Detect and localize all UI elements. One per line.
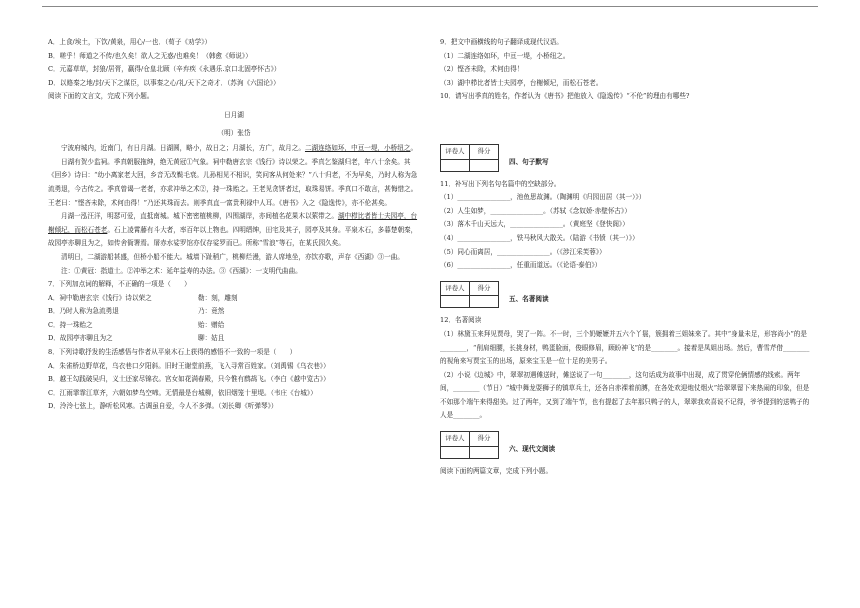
q7-d-text: D．故园亭亦聊且为之 <box>48 334 113 343</box>
section-4-header <box>440 144 812 172</box>
score-cell <box>470 446 499 458</box>
option-a: A．上食/埃土，下饮/黄泉，用心/一也．（荀子《劝学》） <box>48 38 212 46</box>
passage-notes: 注：①黄冠：指道士。②冲举之术：延年益寿的办法。③《西湖》：一支明代曲曲。 <box>61 266 302 275</box>
p3-end: 。石上凌霄藤有斗大者，率百年以上物也。四明缙绅，田宅及其子，园亭及其身。平泉木石，多暮楚朝秦，故园亭亦聊且为之，如传舍衙署焉。屠赤水娑罗馆亦仅存娑罗而已。所称“雪浪”等石，在某氏园久矣。 <box>48 225 418 248</box>
p3-text: 月湖一泓汪洋，明瑟可爱，直抵南城。城下密密植桃柳，四围湖岸，亦间植名花果木以萦带之。 <box>61 212 338 221</box>
option-d: D．以赂秦之地/封/天下之谋臣，以事秦之心/礼/天下之奇才．（苏洵《六国论》） <box>48 78 280 87</box>
q7-c-text: C．持一珠贻之 <box>48 320 93 329</box>
passage-title: 日月湖 <box>224 110 244 119</box>
section-5-header <box>440 281 812 309</box>
grader-label: 评卷人 <box>441 281 470 296</box>
score-label: 得分 <box>470 281 499 296</box>
q7-b-gloss: 乃：竟然 <box>198 307 225 316</box>
question-10: 10．请写出季真的姓名，作者认为《唐书》把他放入《隐逸传》“不伦”的理由有哪些? <box>440 92 690 101</box>
q8-option-c: C．江雨霏霏江草齐，六朝如梦鸟空啼。无情最是台城柳，依旧烟笼十里堤。（韦庄《台城》） <box>48 388 317 397</box>
q7-d-gloss: 聊：姑且 <box>198 334 225 343</box>
q9-item-2: （2）悭吝未除，术何由得！ <box>440 65 524 74</box>
passage-paragraph-3 <box>48 210 420 251</box>
q9-item-3: （3）湖中栉比者皆士夫园亭，台榭倾圮，而松石苍老。 <box>440 78 603 87</box>
score-label: 得分 <box>470 432 499 447</box>
p1-end: 。 <box>410 144 418 153</box>
score-box-6 <box>440 431 499 459</box>
q11-item-1: （1）________________，池鱼思故渊。（陶渊明《归园田居（其一）》） <box>440 193 646 202</box>
header-rule <box>42 6 818 7</box>
passage-author: （明）张岱 <box>217 128 251 137</box>
q11-item-5: （5）同心而离居，________________。（《涉江采芙蓉》） <box>440 247 606 256</box>
question-11: 11．补写出下列名句名篇中的空缺部分。 <box>440 179 561 188</box>
grader-cell <box>441 446 470 458</box>
q7-b-text: B．乃时人称为急流勇退 <box>48 307 119 316</box>
score-box-4 <box>440 144 499 172</box>
question-12: 12．名著阅读 <box>440 316 482 325</box>
section-4-title: 四、句子默写 <box>509 157 549 166</box>
q7-a-gloss: 勒：刻，雕刻 <box>198 293 238 302</box>
q12-part-2: （2）小说《边城》中，翠翠初遇傩送时，傩送说了一句________，这句话成为故事中出现，成了贯穿伦俩情感的线索。两年间，________（节日）“城中舞龙耍狮子的镇草兵士，还各自赤裸着前膊，在各处欢迎炮仗烟火”给翠翠留下来热闹的印象，但是不如那个端午来得甜美。过了两年，又到了端午节，也有提起了去年那只鸭子的人，翠翠我欢喜说不记得，爷爷提到的送鸭子的人是________。 <box>440 370 810 420</box>
q8-option-d: D．泠泠七弦上，静听松风寒。古调虽自爱，今人不多弹。（刘长卿《听弹琴》） <box>48 402 278 411</box>
section-5-title: 五、名著阅读 <box>509 294 549 303</box>
option-c: C．元嘉草草，封狼/居胥，赢得/仓皇北顾（辛弃疾《永遇乐.京口北固亭怀古》） <box>48 65 281 74</box>
left-column <box>48 36 420 414</box>
question-8: 8．下列诗歌抒发的生活感悟与作者从平泉木石上获得的感悟不一致的一项是（ ） <box>48 348 297 357</box>
q12-part-1: （1）林黛玉来拜见贾母，哭了一阵。不一时，三个奶嬷嬷并五六个丫鬟，簇拥着三姐妹来了。其中“身量未足，形容尚小”的是________，“削肩细腰，长挑身材，鸭蛋脸面，俊眼修眉，顾盼神飞”的是________。接着是凤姐出场。然后，曹雪芹借________的视角来写贾宝玉的出场，原来宝玉是一位十足的美男子。 <box>440 329 810 366</box>
q8-option-a: A．朱雀桥边野草花，乌衣巷口夕阳斜。旧时王谢堂前燕，飞入寻常百姓家。（刘禹锡《乌衣巷》） <box>48 361 330 370</box>
score-cell <box>470 159 499 171</box>
q11-item-6: （6）________________，任重而道远。（《论语·泰伯》） <box>440 261 602 270</box>
q8-option-b: B．越王勾践破吴归，义士还家尽锦衣。宫女如花满春殿，只今惟有鹧鸪飞。（李白《越中览古》） <box>48 375 330 384</box>
question-13-intro: 阅读下面的两篇文章，完成下列小题。 <box>440 466 553 475</box>
score-box-5 <box>440 281 499 309</box>
q11-item-3: （3）落木千山天远大，________________。（黄庭坚《登快阁》） <box>440 220 629 229</box>
passage-paragraph-4: 清明日，二湖游船甚盛，但桥小船不能大。城墙下趾稍广，桃柳烂漫，游人席地坐，亦饮亦歌，声存《西湖》③一曲。 <box>61 252 404 261</box>
q7-option-c <box>48 319 420 333</box>
passage-paragraph-1 <box>48 142 420 156</box>
question-7: 7．下列加点词的解释，不正确的一项是（ ） <box>48 280 191 289</box>
q7-a-text: A．祠中勒唐玄宗《饯行》诗以荣之 <box>48 293 152 302</box>
p1-text: 宁波府城内，近南门，有日月湖。日湖圆，略小，故日之；月湖长，方广，故月之。 <box>61 144 305 153</box>
q9-item-1: （1）二湖连络如环，中亘一堤，小桥纽之。 <box>440 51 570 60</box>
q7-option-b <box>48 305 420 319</box>
passage-paragraph-2: 日湖有贺少监祠。季真朝服拖绅，绝无黄冠①气象。祠中勒唐玄宗《饯行》诗以荣之。季真乞鉴湖归老，年八十余矣。其《回乡》诗曰：“幼小离家老大回，乡音无改鬓毛衰。儿孙相见不相识，笑问客从何处来？”八十归老，不为早矣，乃时人称为急流勇退，今古传之。季真曾谒一老者，亦求冲举之术②，持一珠贻之。王老见贪饼者过，取珠易饼。季真口不敢言，甚悔惜之。王老曰：“悭吝未除，术何由得！”乃还其珠而去。则季真直一富贵利禄中人耳。《唐书》入之《隐逸传》，亦不伦甚矣。 <box>48 157 418 207</box>
grader-cell <box>441 159 470 171</box>
option-b: B．嗟乎！师道之不传/也久矣！欲人之无惑/也难矣！（韩愈《师说》） <box>48 51 252 60</box>
p3-underlined: 湖中栉比者皆士夫园亭，台榭倾圮，而松石苍老 <box>48 212 418 234</box>
right-column <box>440 36 812 478</box>
reading-instruction: 阅读下面的文言文，完成下列小题。 <box>48 92 154 101</box>
question-9: 9．把文中画横线的句子翻译成现代汉语。 <box>440 38 563 46</box>
grader-cell <box>441 296 470 308</box>
score-label: 得分 <box>470 144 499 159</box>
score-cell <box>470 296 499 308</box>
q7-c-gloss: 贻：赠给 <box>198 320 225 329</box>
q7-option-d <box>48 332 420 346</box>
p1-underlined: 二湖连络如环，中亘一堤，小桥纽之 <box>304 144 411 153</box>
grader-label: 评卷人 <box>441 144 470 159</box>
grader-label: 评卷人 <box>441 432 470 447</box>
section-6-title: 六、现代文阅读 <box>509 445 556 454</box>
q11-item-2: （2）人生如梦，________________。（苏轼《念奴娇·赤壁怀古》） <box>440 206 631 215</box>
section-6-header <box>440 431 812 459</box>
q7-option-a <box>48 292 420 306</box>
q11-item-4: （4）________________，铁马秋风大散关。（陆游《书愤（其一）》） <box>440 233 639 242</box>
